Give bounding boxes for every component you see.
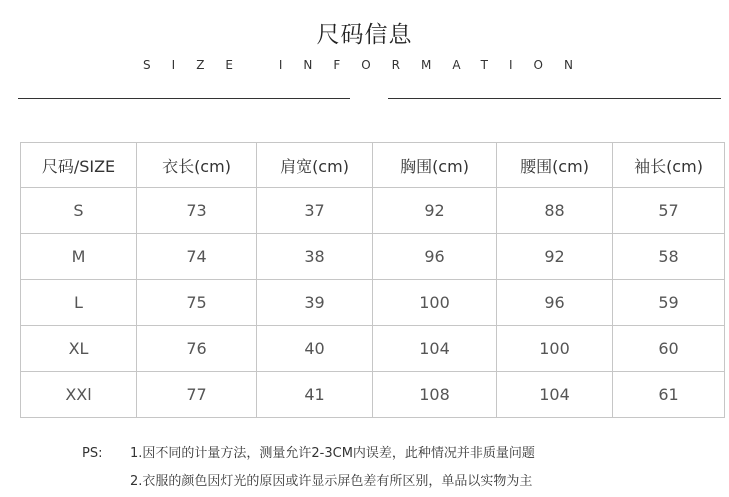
- divider-right: [388, 98, 721, 99]
- table-cell: 100: [497, 326, 613, 372]
- table-cell: 100: [373, 280, 497, 326]
- note-text-2: 2.衣服的颜色因灯光的原因或许显示屏色差有所区别，单品以实物为主: [130, 474, 533, 489]
- table-cell: 104: [373, 326, 497, 372]
- table-cell: 58: [613, 234, 725, 280]
- table-cell: XL: [21, 326, 137, 372]
- note-text-1: 1.因不同的计量方法，测量允许2-3CM内误差，此种情况并非质量问题: [130, 446, 535, 461]
- table-cell: 38: [257, 234, 373, 280]
- table-row: [21, 188, 725, 234]
- table-cell: M: [21, 234, 137, 280]
- table-header-row: [21, 143, 725, 188]
- header-chest: 胸围(cm): [373, 143, 497, 188]
- notes-block: [82, 440, 535, 496]
- table-cell: 104: [497, 372, 613, 418]
- divider-left: [18, 98, 350, 99]
- notes-label: PS:: [82, 446, 103, 461]
- table-row: [21, 234, 725, 280]
- table-cell: 39: [257, 280, 373, 326]
- table-cell: 73: [137, 188, 257, 234]
- table-cell: 96: [497, 280, 613, 326]
- table-cell: 41: [257, 372, 373, 418]
- table-cell: 76: [137, 326, 257, 372]
- table-cell: 75: [137, 280, 257, 326]
- table-cell: 60: [613, 326, 725, 372]
- table-cell: 77: [137, 372, 257, 418]
- note-line-2: [82, 468, 535, 496]
- header-sleeve: 袖长(cm): [613, 143, 725, 188]
- table-cell: 108: [373, 372, 497, 418]
- table-cell: 57: [613, 188, 725, 234]
- header-length: 衣长(cm): [137, 143, 257, 188]
- size-table: [20, 142, 725, 418]
- table-cell: 37: [257, 188, 373, 234]
- table-row: [21, 372, 725, 418]
- table-cell: L: [21, 280, 137, 326]
- header-size: 尺码/SIZE: [21, 143, 137, 188]
- table-row: [21, 326, 725, 372]
- note-line-1: [82, 440, 535, 468]
- header-shoulder: 肩宽(cm): [257, 143, 373, 188]
- table-cell: 74: [137, 234, 257, 280]
- table-cell: S: [21, 188, 137, 234]
- table-cell: 61: [613, 372, 725, 418]
- table-cell: 92: [373, 188, 497, 234]
- page-title: 尺码信息: [316, 22, 413, 48]
- table-cell: 59: [613, 280, 725, 326]
- header-waist: 腰围(cm): [497, 143, 613, 188]
- table-cell: 88: [497, 188, 613, 234]
- table-row: [21, 280, 725, 326]
- table-cell: 40: [257, 326, 373, 372]
- page-subtitle: SIZE INFORMATION: [143, 58, 594, 72]
- table-cell: XXl: [21, 372, 137, 418]
- table-cell: 96: [373, 234, 497, 280]
- table-cell: 92: [497, 234, 613, 280]
